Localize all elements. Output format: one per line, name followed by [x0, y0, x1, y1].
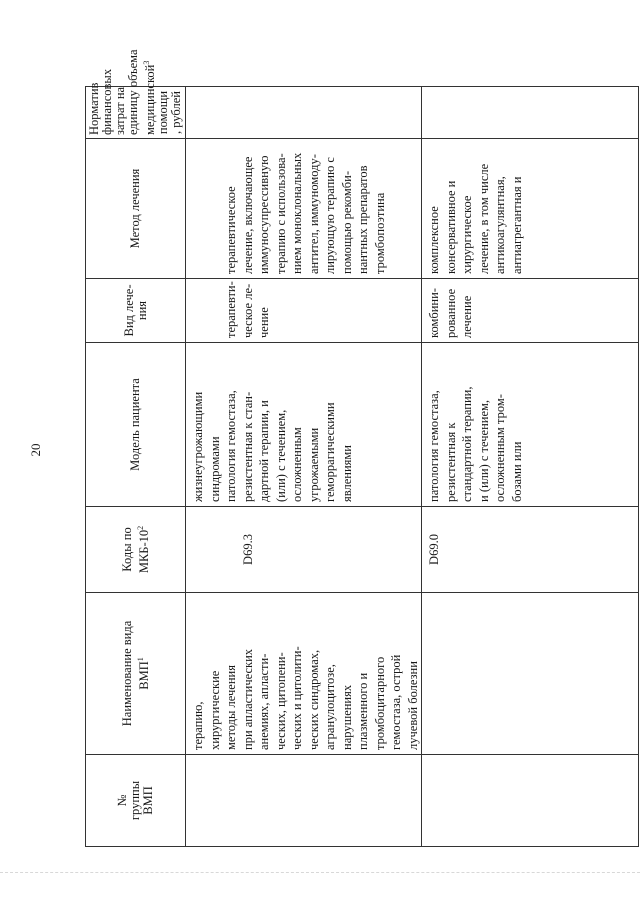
cell-text-line: чение — [257, 307, 272, 338]
cell-text-line: синдромами — [207, 436, 222, 502]
spacer — [190, 511, 240, 588]
header-codes — [86, 507, 186, 593]
cell-codes — [422, 507, 639, 593]
cell-text-line: нарушениях — [339, 684, 354, 750]
scan-edge-line — [0, 872, 640, 873]
cell-text-line: ческое ле- — [240, 283, 255, 338]
table-row — [186, 87, 422, 847]
spacer — [190, 283, 223, 338]
cell-text-line: лучевой болезни — [405, 661, 420, 750]
cell-text-line: нием моноклональных — [290, 152, 305, 274]
cell-text-line: при апластических — [240, 648, 255, 750]
header-text-line: Наименование вида — [119, 620, 134, 727]
cell-text-line: ческих синдромах, — [306, 649, 321, 750]
header-method — [86, 139, 186, 279]
header-name — [86, 593, 186, 755]
header-text-line: , рублей — [169, 91, 184, 134]
cell-model — [422, 343, 639, 507]
header-text-line: затрат на — [113, 86, 127, 135]
page-number: 20 — [28, 443, 43, 457]
cell-text-line: угрожаемыми — [306, 427, 321, 502]
cell-text-line: ческих и цитолити- — [290, 646, 305, 750]
cell-name — [186, 593, 422, 755]
cell-group — [186, 755, 422, 847]
header-type — [86, 279, 186, 343]
cell-text-line: нантных препаратов — [356, 165, 371, 274]
cell-text-line: резистентная к — [443, 422, 458, 502]
cell-text-line: консервативное и — [443, 180, 458, 274]
rotated-table-page — [85, 49, 639, 847]
cell-text-line: лечение, в том числе — [476, 163, 491, 274]
cell-text-line: D69.0 — [427, 534, 442, 565]
cell-text-line: тромбоцитарного — [372, 656, 387, 750]
cell-text-line: патология гемостаза, — [224, 390, 239, 502]
cell-norm — [422, 87, 639, 139]
cell-text-line: помощью рекомби- — [339, 170, 354, 274]
cell-text-line: терапию, — [191, 701, 206, 750]
footnote-mark: 3 — [142, 60, 151, 65]
header-text-line: финансовых — [100, 68, 114, 135]
cell-text-line: антител, иммуномоду- — [306, 154, 321, 274]
cell-norm — [186, 87, 422, 139]
cell-text-line: резистентная к стан- — [240, 391, 255, 502]
cell-group — [422, 755, 639, 847]
cell-text-line: явлениями — [339, 444, 354, 502]
cell-text-line: рованное — [443, 288, 458, 338]
cell-text-line: терапевти- — [224, 281, 239, 338]
icd-code: D69.3 — [240, 534, 255, 565]
table-row — [422, 87, 639, 847]
cell-method — [422, 139, 639, 279]
header-text-line: Норматив — [87, 82, 101, 135]
header-text-line: ВМП$^1$ — [135, 657, 151, 690]
cell-text-line: комбини- — [427, 288, 442, 338]
cell-text-line: хирургические — [207, 670, 222, 750]
cell-text-line: бозами или — [509, 441, 524, 502]
cell-text-line: иммуносупрессивную — [257, 155, 272, 274]
header-norm — [86, 49, 186, 139]
cell-text-line: жизнеугрожающими — [191, 391, 206, 502]
cell-text-line: антикоагулянтная, — [493, 176, 508, 274]
header-model — [86, 343, 186, 507]
cell-text-line: методы лечения — [224, 665, 239, 750]
cell-text-line: тромбопоэтина — [372, 192, 387, 274]
cell-type — [422, 279, 639, 343]
cell-text-line: терапевтическое — [224, 186, 239, 274]
vmp-table — [85, 49, 639, 847]
cell-text-line: лирующую терапию с — [323, 157, 338, 274]
cell-text-line: анемиях, апласти- — [257, 653, 272, 750]
cell-text-line: осложненным — [290, 427, 305, 502]
header-text-line: единицу объема — [126, 49, 140, 135]
header-text-line: помощи — [156, 90, 171, 135]
cell-codes — [186, 507, 422, 593]
cell-model — [186, 343, 422, 507]
header-text-line: № — [115, 794, 130, 807]
header-text-line: ВМП — [141, 786, 156, 815]
cell-text-line: (или) с течением, — [273, 409, 288, 502]
cell-text-line: терапию с использова- — [273, 153, 288, 274]
cell-text-line: комплексное — [427, 206, 442, 274]
spacer — [190, 143, 223, 274]
cell-text-line: осложненным тром- — [493, 394, 508, 502]
cell-text-line: гемостаза, острой — [389, 654, 404, 750]
cell-text-line: агранулоцитозе, — [323, 664, 338, 750]
header-text-line: ния — [134, 300, 149, 321]
cell-method — [186, 139, 422, 279]
header-text-line: Модель пациента — [128, 378, 143, 471]
footnote-mark: 1 — [135, 657, 145, 662]
header-text-line: группы — [128, 780, 143, 821]
cell-text-line: и (или) с течением, — [476, 399, 491, 502]
header-group — [86, 755, 186, 847]
cell-text-line: ческих, цитопени- — [273, 652, 288, 750]
header-text-line: Метод лечения — [128, 168, 143, 249]
cell-text-line: хирургическое — [460, 195, 475, 274]
cell-name — [422, 593, 639, 755]
header-text-line: МКБ-$10^2$ — [135, 525, 151, 574]
footnote-mark: 2 — [135, 525, 145, 530]
cell-text-line: патология гемостаза, — [427, 390, 442, 502]
cell-text-line: стандартной терапии, — [460, 386, 475, 502]
header-text-line: медицинской$^3$ — [142, 60, 158, 135]
cell-text-line: дартной терапии, и — [257, 400, 272, 502]
cell-text-line: лечение — [460, 295, 475, 338]
cell-type — [186, 279, 422, 343]
header-text-line: Вид лече- — [121, 284, 136, 337]
cell-text-line: антиагрегантная и — [509, 176, 524, 274]
cell-text-line: геморрагическими — [323, 402, 338, 502]
cell-text-line: лечение, включающее — [240, 156, 255, 274]
header-text-line: Коды по — [119, 527, 134, 572]
cell-text-line: плазменного и — [356, 672, 371, 750]
